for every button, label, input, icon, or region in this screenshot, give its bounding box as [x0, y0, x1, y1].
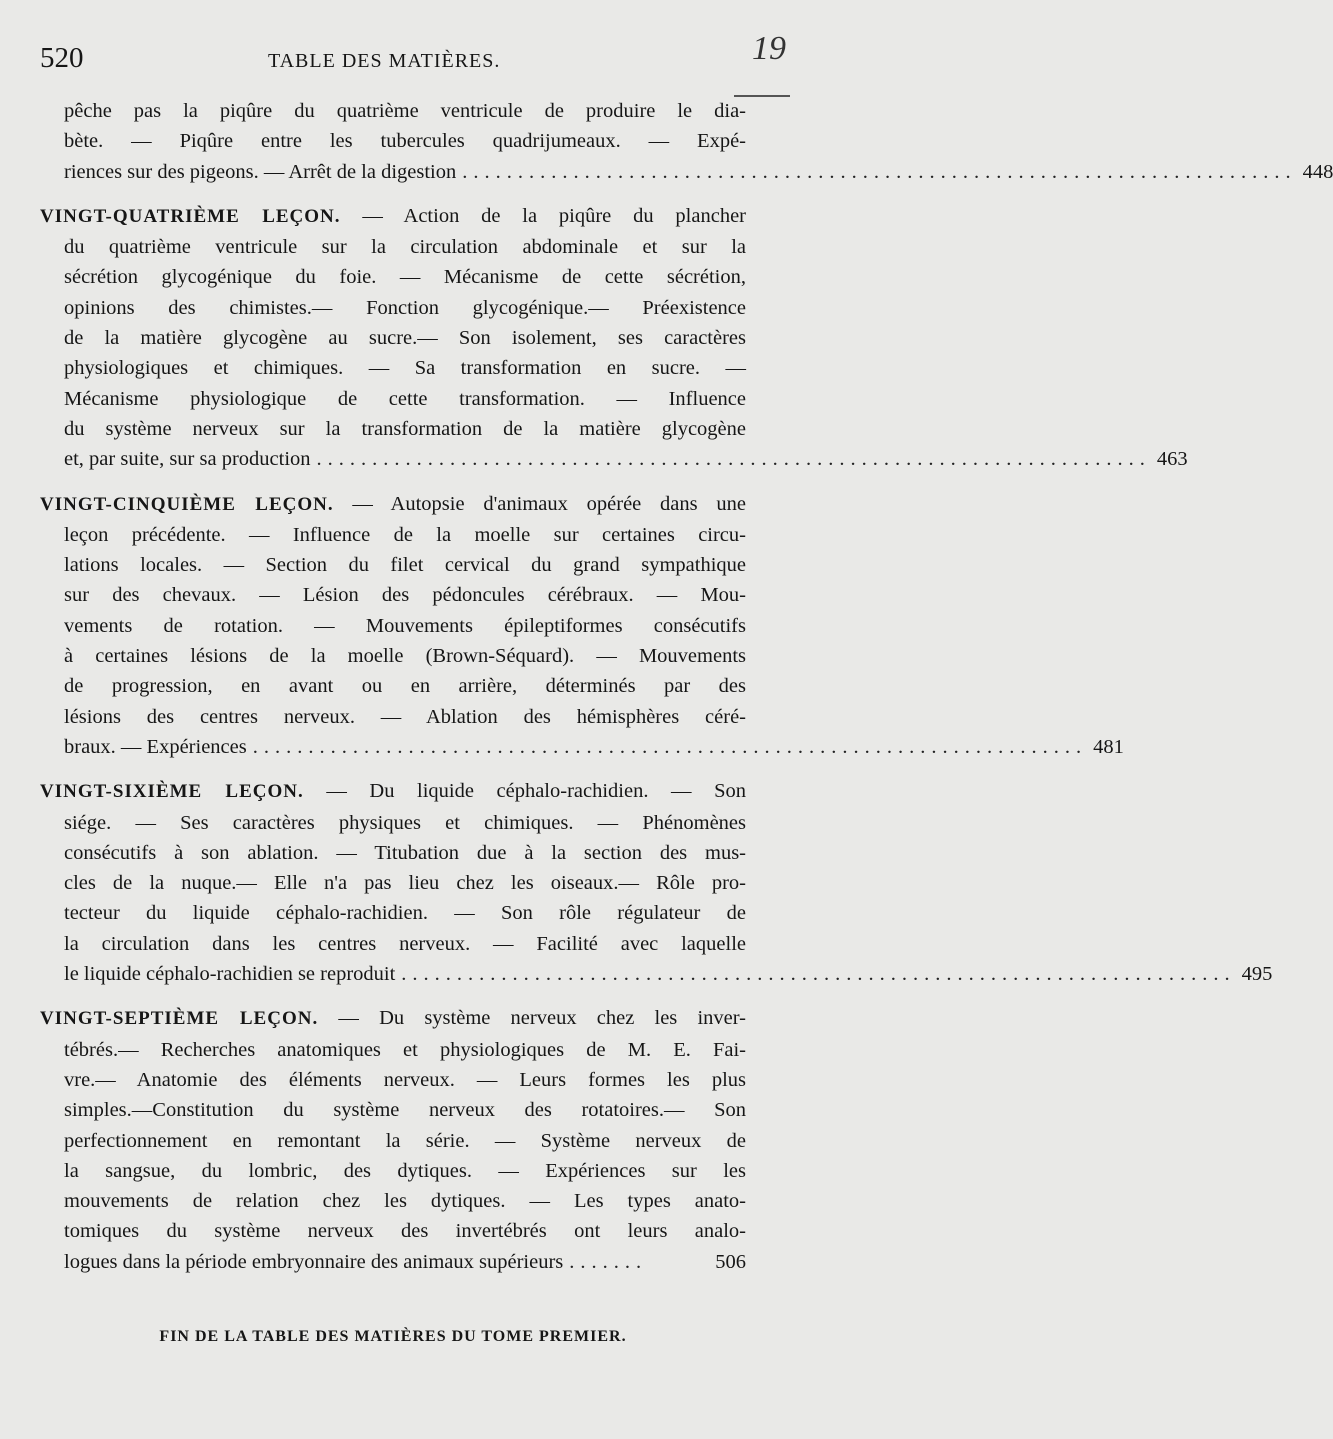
entry-text-line: tébrés.— Recherches anatomiques et physiologiques de M. E. Fai- [64, 1038, 746, 1061]
entry-text-line: de progression, en avant ou en arrière, déterminés par des [64, 675, 746, 698]
entry-text-line: vements de rotation. — Mouvements épileptiformes consécutifs [64, 614, 746, 637]
entry-text-line: lésions des centres nerveux. — Ablation des hémisphères céré- [64, 705, 746, 728]
lecon-heading: VINGT-SEPTIÈME LEÇON. [40, 1008, 319, 1030]
entry-page-number: 463 [1156, 448, 1188, 471]
entry-text-line: braux. — Expériences [64, 735, 247, 758]
entry-page-number: 495 [1241, 963, 1273, 986]
entry-last-line [40, 732, 1124, 762]
entry-text-line: mouvements de relation chez les dytiques. — Les types anato- [64, 1190, 746, 1213]
toc-entry [40, 96, 1333, 187]
toc-entry [40, 776, 1273, 989]
entry-first-line [40, 776, 746, 807]
entry-text-line: de la matière glycogène au sucre.— Son isolement, ses caractères [64, 327, 746, 350]
entry-text-line: lations locales. — Section du filet cervical du grand sympathique [64, 554, 746, 577]
dot-leader: ........................................................................... [401, 963, 1236, 986]
toc-entry [40, 489, 1124, 763]
dot-leader: ........................................................................... [316, 448, 1151, 471]
entry-last-line [40, 959, 1273, 989]
entry-text-line: perfectionnement en remontant la série. — Système nerveux de [64, 1129, 746, 1152]
entry-text-line: cles de la nuque.— Elle n'a pas lieu chez les oiseaux.— Rôle pro- [64, 872, 746, 895]
lecon-heading: VINGT-QUATRIÈME LEÇON. [40, 205, 341, 227]
entry-last-line [40, 1247, 746, 1277]
dot-leader: ........................................................................... [252, 735, 1088, 758]
entry-page-number: 506 [715, 1250, 746, 1273]
lecon-heading: VINGT-CINQUIÈME LEÇON. [40, 493, 334, 515]
entry-text-line: Mécanisme physiologique de cette transformation. — Influence [64, 387, 746, 410]
entry-page-number: 481 [1093, 735, 1124, 758]
toc-entry [40, 201, 1188, 475]
entry-text: — Action de la piqûre du plancher [340, 204, 746, 227]
entry-text: — Autopsie d'animaux opérée dans une [333, 492, 746, 515]
entry-text-line: la sangsue, du lombric, des dytiques. — Expériences sur les [64, 1159, 746, 1182]
entry-first-line [40, 1003, 746, 1034]
entry-first-line [40, 489, 746, 520]
entry-text-line: et, par suite, sur sa production [64, 448, 311, 471]
entry-text-line: riences sur des pigeons. — Arrêt de la digestion [64, 160, 457, 183]
entry-text-line: pêche pas la piqûre du quatrième ventricule de produire le dia- [64, 100, 746, 122]
entry-text-line: du quatrième ventricule sur la circulation abdominale et sur la [64, 236, 746, 259]
entry-page-number: 448 [1302, 160, 1333, 183]
entry-text-line: siége. — Ses caractères physiques et chimiques. — Phénomènes [64, 811, 746, 834]
end-of-table-note: FIN DE LA TABLE DES MATIÈRES DU TOME PREMIER. [159, 1328, 627, 1345]
entry-text-line: la circulation dans les centres nerveux. — Facilité avec laquelle [64, 932, 746, 955]
entry-text-line: du système nerveux sur la transformation de la matière glycogène [64, 417, 746, 440]
lecon-heading: VINGT-SIXIÈME LEÇON. [40, 781, 304, 803]
page-header [40, 42, 730, 82]
entry-first-line [40, 201, 746, 232]
handwritten-annotation: 19 [752, 30, 786, 67]
entry-text: — Du liquide céphalo-rachidien. — Son [303, 780, 747, 803]
entry-text-line: leçon précédente. — Influence de la moelle sur certaines circu- [64, 523, 746, 546]
dot-leader: ....... [569, 1250, 648, 1273]
entry-text-line: tomiques du système nerveux des invertébrés ont leurs analo- [64, 1220, 746, 1243]
entry-text-line: bète. — Piqûre entre les tubercules quadrijumeaux. — Expé- [64, 130, 746, 153]
table-of-contents [40, 96, 1333, 1291]
entry-text-line: consécutifs à son ablation. — Titubation due à la section des mus- [64, 841, 746, 864]
entry-text-line: logues dans la période embryonnaire des animaux supérieurs [64, 1250, 564, 1273]
entry-text-line: vre.— Anatomie des éléments nerveux. — Leurs formes les plus [64, 1068, 746, 1091]
entry-text-line: le liquide céphalo-rachidien se reproduit [64, 963, 396, 986]
entry-text: — Du système nerveux chez les inver- [318, 1007, 746, 1030]
entry-text-line: à certaines lésions de la moelle (Brown-Séquard). — Mouvements [64, 645, 746, 668]
entry-last-line [40, 157, 1333, 187]
entry-last-line [40, 444, 1188, 474]
entry-text-line: simples.—Constitution du système nerveux des rotatoires.— Son [64, 1099, 746, 1122]
entry-text-line: sécrétion glycogénique du foie. — Mécanisme de cette sécrétion, [64, 266, 746, 289]
entry-text-line: tecteur du liquide céphalo-rachidien. — Son rôle régulateur de [64, 902, 746, 925]
entry-text-line: opinions des chimistes.— Fonction glycogénique.— Préexistence [64, 296, 746, 319]
entry-text-line: sur des chevaux. — Lésion des pédoncules cérébraux. — Mou- [64, 584, 746, 607]
page-number: 520 [40, 42, 84, 74]
entry-text-line: physiologiques et chimiques. — Sa transformation en sucre. — [64, 357, 746, 380]
dot-leader: ........................................................................... [462, 160, 1297, 183]
toc-entry [40, 1003, 746, 1277]
running-title: TABLE DES MATIÈRES. [268, 50, 501, 72]
